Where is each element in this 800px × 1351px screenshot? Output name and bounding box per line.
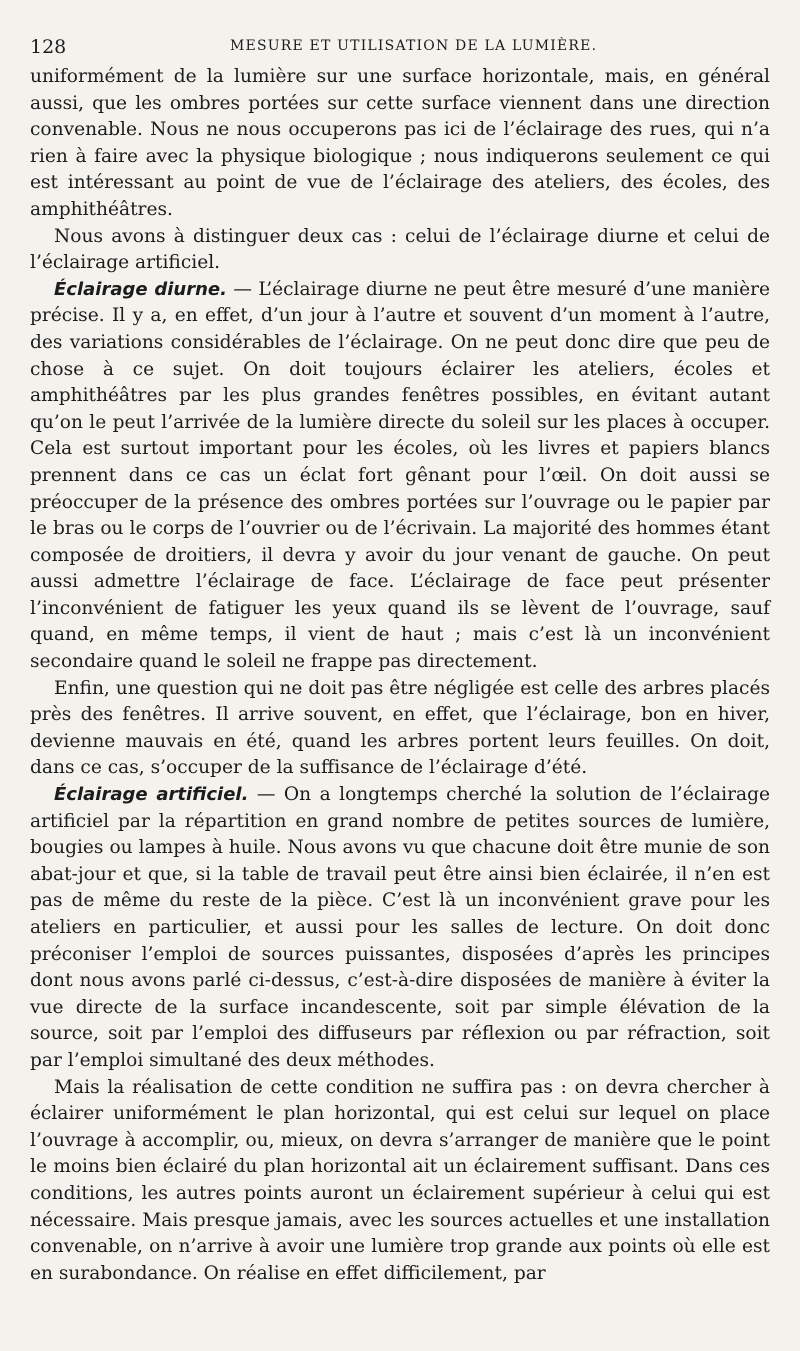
body-text <box>30 64 770 1287</box>
paragraph-text: — L’éclairage diurne ne peut être mesuré d’une manière précise. Il y a, en effet, d’un jour à l’autre et souvent d’un moment à l’autre, des variations considérables de l’éclairage. On ne peut donc dire que peu de chose à ce sujet. On doit toujours éclairer les ateliers, écoles et amphithéâtres par les plus grandes fenêtres possibles, en évitant autant qu’on le peut l’arrivée de la lumière directe du soleil sur les places à occuper. Cela est surtout important pour les écoles, où les livres et papiers blancs prennent dans ce cas un éclat fort gênant pour l’œil. On doit aussi se préoccuper de la présence des ombres portées sur l’ouvrage ou le papier par le bras ou le corps de l’ouvrier ou de l’écrivain. La majorité des hommes étant composée de droitiers, il devra y avoir du jour venant de gauche. On peut aussi admettre l’éclairage de face. L’éclairage de face peut présenter l’inconvénient de fatiguer les yeux quand ils se lèvent de l’ouvrage, sauf quand, en même temps, il vient de haut ; mais c’est là un inconvénient secondaire quand le soleil ne frappe pas directement. <box>30 278 770 673</box>
page-header <box>30 30 770 60</box>
paragraph <box>30 676 770 782</box>
paragraph <box>30 64 770 224</box>
paragraph <box>30 1075 770 1288</box>
page-number: 128 <box>30 36 67 58</box>
paragraph-text: — On a longtemps cherché la solution de l’éclairage artificiel par la répartition en grand nombre de petites sources de lumière, bougies ou lampes à huile. Nous avons vu que chacune doit être munie de son abat-jour et que, si la table de travail peut être ainsi bien éclairée, il n’en est pas de même du reste de la pièce. C’est là un inconvénient grave pour les ateliers en particulier, et aussi pour les salles de lecture. On doit donc préconiser l’emploi de sources puissantes, disposées d’après les principes dont nous avons parlé ci-dessus, c’est-à-dire disposées de manière à éviter la vue directe de la surface incandescente, soit par simple élévation de la source, soit par l’emploi des diffuseurs par réflexion ou par réfraction, soit par l’emploi simultané des deux méthodes. <box>30 784 770 1071</box>
section-title: Éclairage artificiel. <box>54 784 249 806</box>
section-title: Éclairage diurne. <box>54 278 227 300</box>
paragraph-text: uniformément de la lumière sur une surface horizontale, mais, en général aussi, que les ombres portées sur cette surface viennent dans une direction convenable. Nous ne nous occuperons pas ici de l’éclairage des rues, qui n’a rien à faire avec la physique biologique ; nous indiquerons seulement ce qui est intéressant au point de vue de l’éclairage des ateliers, des écoles, des amphithéâtres. <box>30 66 770 220</box>
paragraph <box>30 782 770 1075</box>
paragraph <box>30 277 770 676</box>
paragraph <box>30 224 770 277</box>
paragraph-text: Nous avons à distinguer deux cas : celui de l’éclairage diurne et celui de l’éclairage artificiel. <box>30 225 770 274</box>
paragraph-text: Enfin, une question qui ne doit pas être négligée est celle des arbres placés près des fenêtres. Il arrive souvent, en effet, que l’éclairage, bon en hiver, devienne mauvais en été, quand les arbres portent leurs feuilles. On doit, dans ce cas, s’occuper de la suffisance de l’éclairage d’été. <box>30 677 770 779</box>
running-title: MESURE ET UTILISATION DE LA LUMIÈRE. <box>230 38 598 54</box>
paragraph-text: Mais la réalisation de cette condition ne suffira pas : on devra chercher à éclairer uniformément le plan horizontal, qui est celui sur lequel on place l’ouvrage à accomplir, ou, mieux, on devra s’arranger de manière que le point le moins bien éclairé du plan horizontal ait un éclairement suffisant. Dans ces conditions, les autres points auront un éclairement supérieur à celui qui est nécessaire. Mais presque jamais, avec les sources actuelles et une installation convenable, on n’arrive à avoir une lumière trop grande aux points où elle est en surabondance. On réalise en effet difficilement, par <box>30 1076 770 1284</box>
